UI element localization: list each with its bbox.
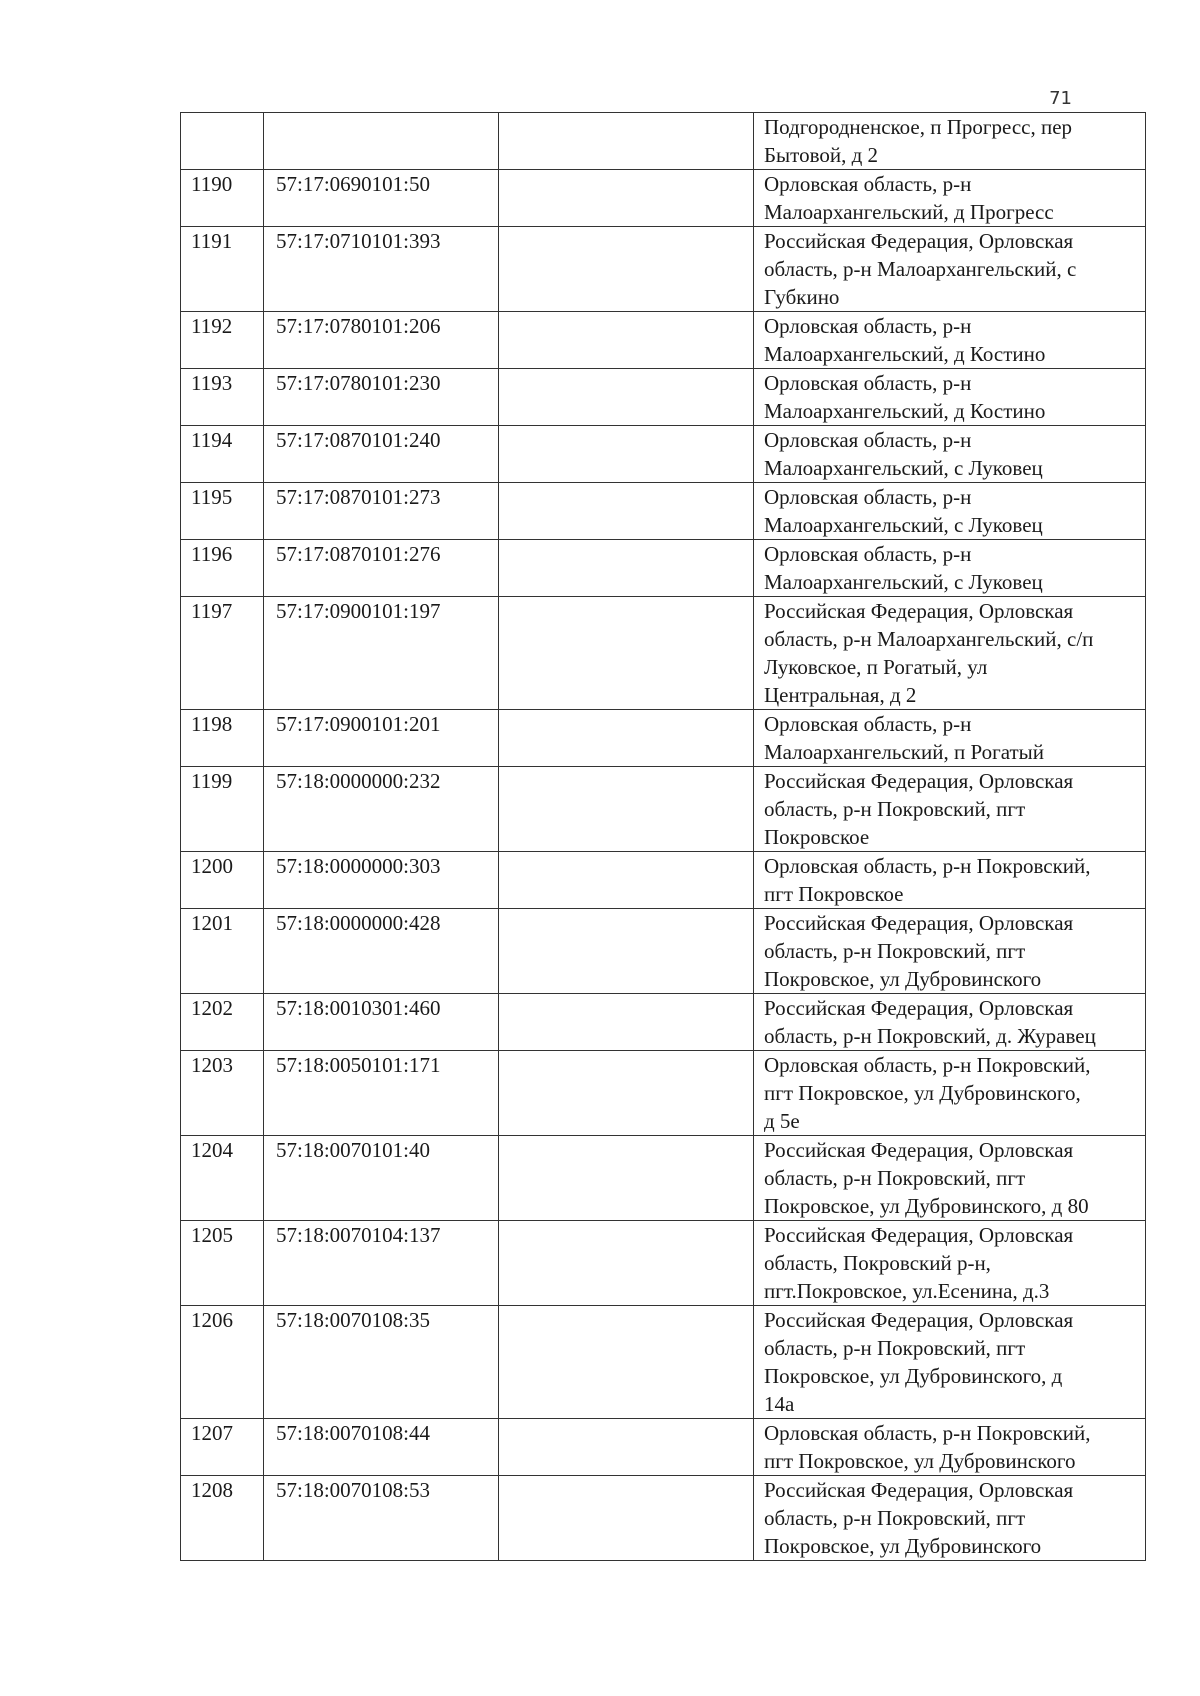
address-line: Орловская область, р-н — [764, 428, 972, 452]
address-line: Малоархангельский, д Костино — [764, 399, 1046, 423]
address-cell — [754, 852, 1146, 909]
cadastral-number-cell: 57:18:0000000:303 — [264, 852, 499, 909]
row-number-cell: 1190 — [181, 170, 264, 227]
address-line: область, р-н Покровский, пгт — [764, 797, 1026, 821]
row-number-cell: 1196 — [181, 540, 264, 597]
row-number-cell: 1208 — [181, 1476, 264, 1561]
empty-cell — [499, 483, 754, 540]
address-line: Российская Федерация, Орловская — [764, 996, 1074, 1020]
cadastral-number-cell — [264, 113, 499, 170]
empty-cell — [499, 597, 754, 710]
table-row — [181, 1419, 1146, 1476]
address-line: Малоархангельский, п Рогатый — [764, 740, 1045, 764]
row-number-cell: 1207 — [181, 1419, 264, 1476]
address-line: Покровское, ул Дубровинского — [764, 967, 1042, 991]
address-cell — [754, 426, 1146, 483]
table-row — [181, 994, 1146, 1051]
address-line: область, р-н Малоархангельский, с/п — [764, 627, 1094, 651]
address-cell — [754, 1136, 1146, 1221]
table-row — [181, 312, 1146, 369]
address-cell — [754, 369, 1146, 426]
address-line: Покровское — [764, 825, 870, 849]
address-line: Центральная, д 2 — [764, 683, 917, 707]
address-line: Орловская область, р-н — [764, 172, 972, 196]
table-body — [181, 113, 1146, 1561]
cadastral-number-cell: 57:18:0070108:35 — [264, 1306, 499, 1419]
empty-cell — [499, 1476, 754, 1561]
address-line: Российская Федерация, Орловская — [764, 1478, 1074, 1502]
address-line: Губкино — [764, 285, 840, 309]
row-number-cell — [181, 113, 264, 170]
address-cell — [754, 710, 1146, 767]
address-line: Малоархангельский, д Прогресс — [764, 200, 1054, 224]
address-line: Орловская область, р-н — [764, 485, 972, 509]
address-line: область, р-н Покровский, пгт — [764, 939, 1026, 963]
address-line: область, Покровский р-н, — [764, 1251, 991, 1275]
address-line: Российская Федерация, Орловская — [764, 1138, 1074, 1162]
row-number-cell: 1204 — [181, 1136, 264, 1221]
row-number-cell: 1206 — [181, 1306, 264, 1419]
address-line: Орловская область, р-н — [764, 314, 972, 338]
address-line: Орловская область, р-н — [764, 371, 972, 395]
cadastral-number-cell: 57:18:0070108:44 — [264, 1419, 499, 1476]
row-number-cell: 1193 — [181, 369, 264, 426]
table-row — [181, 426, 1146, 483]
table-row — [181, 113, 1146, 170]
address-cell — [754, 483, 1146, 540]
table-row — [181, 1306, 1146, 1419]
table-row — [181, 597, 1146, 710]
empty-cell — [499, 540, 754, 597]
address-line: Российская Федерация, Орловская — [764, 1308, 1074, 1332]
address-cell — [754, 113, 1146, 170]
empty-cell — [499, 767, 754, 852]
address-cell — [754, 170, 1146, 227]
cadastral-number-cell: 57:17:0900101:197 — [264, 597, 499, 710]
table-row — [181, 170, 1146, 227]
address-line: Покровское, ул Дубровинского, д — [764, 1364, 1063, 1388]
empty-cell — [499, 852, 754, 909]
address-line: Российская Федерация, Орловская — [764, 911, 1074, 935]
address-cell — [754, 540, 1146, 597]
cadastral-number-cell: 57:18:0010301:460 — [264, 994, 499, 1051]
address-cell — [754, 1221, 1146, 1306]
table-row — [181, 369, 1146, 426]
address-cell — [754, 1419, 1146, 1476]
empty-cell — [499, 909, 754, 994]
row-number-cell: 1192 — [181, 312, 264, 369]
table-row — [181, 710, 1146, 767]
empty-cell — [499, 1419, 754, 1476]
address-line: область, р-н Покровский, пгт — [764, 1506, 1026, 1530]
cadastral-number-cell: 57:18:0000000:232 — [264, 767, 499, 852]
table-row — [181, 909, 1146, 994]
address-line: Покровское, ул Дубровинского, д 80 — [764, 1194, 1089, 1218]
empty-cell — [499, 1051, 754, 1136]
address-cell — [754, 909, 1146, 994]
cadastral-number-cell: 57:18:0050101:171 — [264, 1051, 499, 1136]
address-cell — [754, 227, 1146, 312]
empty-cell — [499, 1136, 754, 1221]
address-line: Российская Федерация, Орловская — [764, 1223, 1074, 1247]
address-line: Орловская область, р-н — [764, 542, 972, 566]
row-number-cell: 1202 — [181, 994, 264, 1051]
address-line: область, р-н Покровский, пгт — [764, 1336, 1026, 1360]
row-number-cell: 1191 — [181, 227, 264, 312]
table-row — [181, 852, 1146, 909]
empty-cell — [499, 170, 754, 227]
cadastral-number-cell: 57:18:0070104:137 — [264, 1221, 499, 1306]
cadastral-number-cell: 57:18:0070108:53 — [264, 1476, 499, 1561]
cadastral-number-cell: 57:17:0870101:273 — [264, 483, 499, 540]
table-row — [181, 1221, 1146, 1306]
row-number-cell: 1198 — [181, 710, 264, 767]
address-line: Бытовой, д 2 — [764, 143, 879, 167]
address-line: Орловская область, р-н Покровский, — [764, 1421, 1091, 1445]
empty-cell — [499, 369, 754, 426]
table-row — [181, 227, 1146, 312]
row-number-cell: 1200 — [181, 852, 264, 909]
address-cell — [754, 767, 1146, 852]
address-cell — [754, 312, 1146, 369]
page-number: 71 — [1049, 88, 1072, 109]
address-line: Малоархангельский, с Луковец — [764, 456, 1043, 480]
address-line: Российская Федерация, Орловская — [764, 229, 1074, 253]
address-cell — [754, 994, 1146, 1051]
row-number-cell: 1194 — [181, 426, 264, 483]
address-line: д 5е — [764, 1109, 800, 1133]
cadastral-number-cell: 57:17:0710101:393 — [264, 227, 499, 312]
address-line: 14а — [764, 1392, 795, 1416]
empty-cell — [499, 227, 754, 312]
table-row — [181, 1476, 1146, 1561]
cadastral-number-cell: 57:17:0900101:201 — [264, 710, 499, 767]
address-line: область, р-н Покровский, пгт — [764, 1166, 1026, 1190]
empty-cell — [499, 710, 754, 767]
address-line: Российская Федерация, Орловская — [764, 769, 1074, 793]
cadastral-number-cell: 57:17:0690101:50 — [264, 170, 499, 227]
empty-cell — [499, 113, 754, 170]
address-line: Орловская область, р-н Покровский, — [764, 854, 1091, 878]
table-row — [181, 540, 1146, 597]
row-number-cell: 1197 — [181, 597, 264, 710]
row-number-cell: 1199 — [181, 767, 264, 852]
cadastral-number-cell: 57:18:0070101:40 — [264, 1136, 499, 1221]
address-line: Покровское, ул Дубровинского — [764, 1534, 1042, 1558]
address-line: Малоархангельский, д Костино — [764, 342, 1046, 366]
address-line: Малоархангельский, с Луковец — [764, 570, 1043, 594]
table-row — [181, 483, 1146, 540]
address-line: Орловская область, р-н Покровский, — [764, 1053, 1091, 1077]
table-row — [181, 1051, 1146, 1136]
row-number-cell: 1205 — [181, 1221, 264, 1306]
empty-cell — [499, 1306, 754, 1419]
address-line: область, р-н Малоархангельский, с — [764, 257, 1077, 281]
row-number-cell: 1195 — [181, 483, 264, 540]
cadastral-number-cell: 57:17:0870101:276 — [264, 540, 499, 597]
address-cell — [754, 1051, 1146, 1136]
row-number-cell: 1203 — [181, 1051, 264, 1136]
property-table — [180, 112, 1146, 1561]
address-line: область, р-н Покровский, д. Журавец — [764, 1024, 1096, 1048]
address-line: Малоархангельский, с Луковец — [764, 513, 1043, 537]
empty-cell — [499, 994, 754, 1051]
empty-cell — [499, 426, 754, 483]
address-line: пгт Покровское — [764, 882, 904, 906]
address-line: пгт Покровское, ул Дубровинского, — [764, 1081, 1081, 1105]
address-line: Орловская область, р-н — [764, 712, 972, 736]
address-line: пгт Покровское, ул Дубровинского — [764, 1449, 1076, 1473]
address-cell — [754, 1476, 1146, 1561]
table-row — [181, 767, 1146, 852]
cadastral-number-cell: 57:17:0780101:206 — [264, 312, 499, 369]
empty-cell — [499, 1221, 754, 1306]
address-line: Российская Федерация, Орловская — [764, 599, 1074, 623]
cadastral-number-cell: 57:17:0870101:240 — [264, 426, 499, 483]
address-cell — [754, 597, 1146, 710]
cadastral-number-cell: 57:17:0780101:230 — [264, 369, 499, 426]
empty-cell — [499, 312, 754, 369]
address-line: Подгородненское, п Прогресс, пер — [764, 115, 1073, 139]
address-line: Луковское, п Рогатый, ул — [764, 655, 988, 679]
cadastral-number-cell: 57:18:0000000:428 — [264, 909, 499, 994]
row-number-cell: 1201 — [181, 909, 264, 994]
address-cell — [754, 1306, 1146, 1419]
address-line: пгт.Покровское, ул.Есенина, д.3 — [764, 1279, 1050, 1303]
table-row — [181, 1136, 1146, 1221]
